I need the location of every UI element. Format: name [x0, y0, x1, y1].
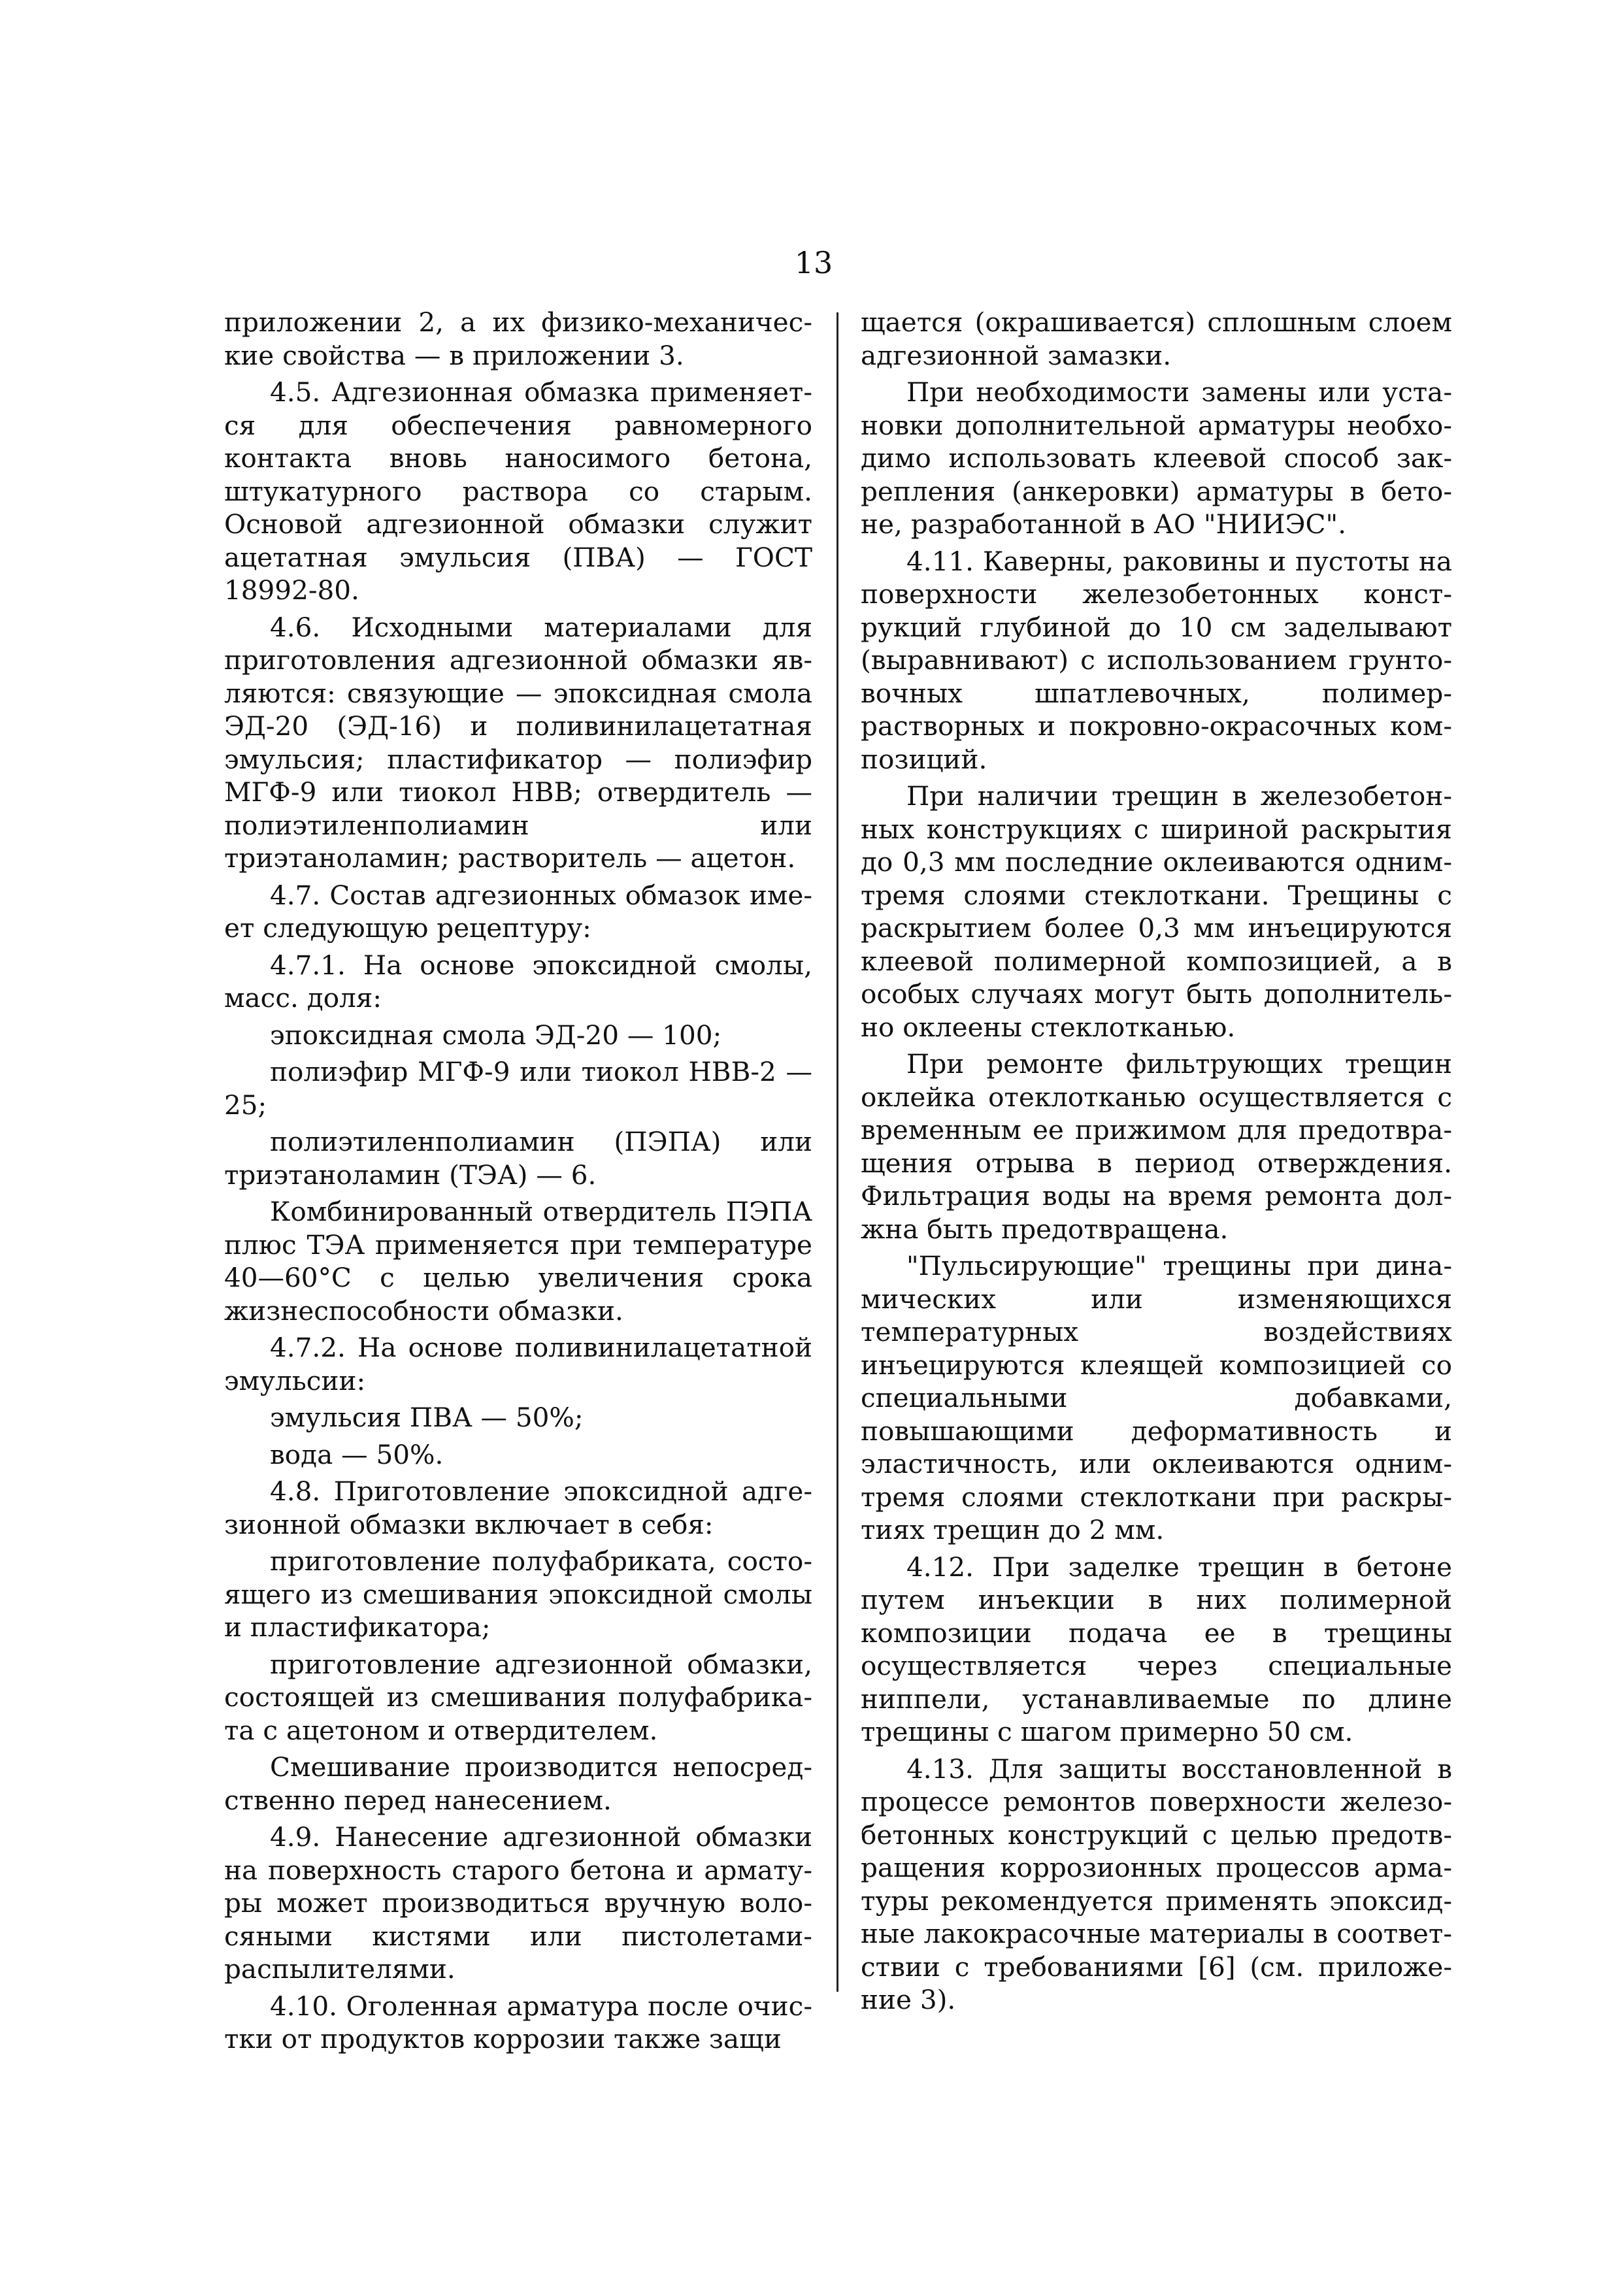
- paragraph: 4.11. Каверны, раковины и пустоты на поверхности железобетонных конструкций глубиной до 10 см заделывают (выравнивают) с использованием грунтовочных шпатлевочных, полимеррастворных и покровно-окрасочных композиций.: [861, 545, 1452, 775]
- paragraph: 4.5. Адгезионная обмазка применяется для обеспечения равномерного контакта вновь наносимого бетона, штукатурного раствора со старым. Основой адгезионной обмазки служит ацетатная эмульсия (ПВА) — ГОСТ 18992-80.: [224, 376, 812, 606]
- paragraph: 4.7.1. На основе эпоксидной смолы, масс. доля:: [224, 949, 812, 1014]
- paragraph: 4.7.2. На основе поливинилацетатной эмульсии:: [224, 1332, 812, 1396]
- paragraph: Комбинированный отвердитель ПЭПА плюс ТЭА применяется при температуре 40—60°С с целью увеличения срока жизнеспособности обмазки.: [224, 1196, 812, 1327]
- paragraph: 4.10. Оголенная арматура после очистки от продуктов коррозии также защи: [224, 1990, 812, 2054]
- left-column: [224, 306, 812, 2060]
- right-column: [861, 306, 1452, 2021]
- paragraph: 4.7. Состав адгезионных обмазок имеет следующую рецептуру:: [224, 879, 812, 944]
- paragraph: 4.12. При заделке трещин в бетоне путем инъекции в них полимерной композиции подача ее в трещины осуществляется через специальные ниппели, устанавливаемые по длине трещины с шагом примерно 50 см.: [861, 1551, 1452, 1747]
- list-item: эмульсия ПВА — 50%;: [270, 1402, 584, 1433]
- paragraph: 4.8. Приготовление эпоксидной адгезионной обмазки включает в себя:: [224, 1476, 812, 1540]
- list-item: вода — 50%.: [270, 1438, 444, 1470]
- column-divider: [837, 312, 838, 1992]
- paragraph: 4.6. Исходными материалами для приготовления адгезионной обмазки являются: связующие — эпоксидная смола ЭД-20 (ЭД-16) и поливинилацетатная эмульсия; пластификатор — полиэфир МГФ-9 или тиокол НВВ; отвердитель — полиэтиленполиамин или триэтаноламин; растворитель — ацетон.: [224, 611, 812, 874]
- page-number: 13: [794, 245, 833, 280]
- list-item: приготовление полуфабриката, состоящего из смешивания эпоксидной смолы и пластификатора;: [224, 1545, 812, 1643]
- list-item: полиэтиленполиамин (ПЭПА) или триэтаноламин (ТЭА) — 6.: [224, 1126, 812, 1191]
- paragraph: При наличии трещин в железобетонных конструкциях с шириной раскрытия до 0,3 мм последние оклеиваются однимтремя слоями стеклоткани. Трещины с раскрытием более 0,3 мм инъецируются клеевой полимерной композицией, а в особых случаях могут быть дополнительно оклеены стеклотканью.: [861, 780, 1452, 1043]
- paragraph: приложении 2, а их физико-механические свойства — в приложении 3.: [224, 306, 812, 371]
- list-item: полиэфир МГФ-9 или тиокол НВВ-2 — 25;: [224, 1056, 812, 1121]
- paragraph: 4.9. Нанесение адгезионной обмазки на поверхность старого бетона и арматуры может производиться вручную волосяными кистями или пистолетами-распылителями.: [224, 1821, 812, 1985]
- paragraph: щается (окрашивается) сплошным слоем адгезионной замазки.: [861, 306, 1452, 371]
- paragraph: При ремонте фильтрующих трещин оклейка отеклотканью осуществляется с временным ее прижимом для предотвращения отрыва в период отверждения. Фильтрация воды на время ремонта должна быть предотвращена.: [861, 1048, 1452, 1245]
- paragraph: Смешивание производится непосредственно перед нанесением.: [224, 1751, 812, 1816]
- paragraph: "Пульсирующие" трещины при динамических или изменяющихся температурных воздействиях инъецируются клеящей композицией со специальными добавками, повышающими деформативность и эластичность, или оклеиваются однимтремя слоями стеклоткани при раскрытиях трещин до 2 мм.: [861, 1250, 1452, 1545]
- list-item: приготовление адгезионной обмазки, состоящей из смешивания полуфабриката с ацетоном и отвердителем.: [224, 1648, 812, 1746]
- paragraph: При необходимости замены или установки дополнительной арматуры необходимо использовать клеевой способ закрепления (анкеровки) арматуры в бетоне, разработанной в АО "НИИЭС".: [861, 376, 1452, 540]
- paragraph: 4.13. Для защиты восстановленной в процессе ремонтов поверхности железобетонных конструкций с целью предотвращения коррозионных процессов арматуры рекомендуется применять эпоксидные лакокрасочные материалы в соответствии с требованиями [6] (см. приложение 3).: [861, 1753, 1452, 2015]
- list-item: эпоксидная смола ЭД-20 — 100;: [270, 1019, 722, 1051]
